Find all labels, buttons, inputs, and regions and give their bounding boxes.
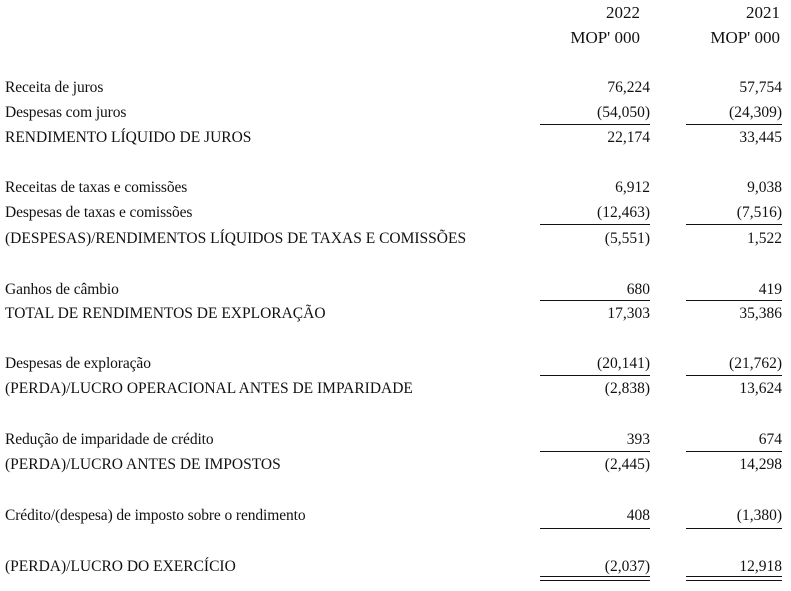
value-2022: (2,037) [604, 558, 650, 575]
subtotal-rule [686, 300, 782, 301]
row-label: (DESPESAS)/RENDIMENTOS LÍQUIDOS DE TAXAS E COMISSÕES [5, 230, 467, 247]
value-2021: (24,309) [729, 104, 782, 121]
subtotal-rule [686, 124, 782, 125]
total-double-rule [686, 576, 782, 581]
statement-row [0, 454, 791, 476]
unit-2022-header: MOP' 000 [570, 28, 640, 47]
value-2022: 393 [626, 431, 650, 448]
subtotal-rule [686, 451, 782, 452]
value-2022: (54,050) [597, 104, 650, 121]
unit-2021-header: MOP' 000 [710, 28, 780, 47]
statement-row [0, 429, 791, 451]
row-label: Ganhos de câmbio [5, 281, 119, 298]
value-2021: 35,386 [739, 305, 782, 322]
statement-row [0, 127, 791, 149]
value-2022: 76,224 [607, 79, 650, 96]
row-label: RENDIMENTO LÍQUIDO DE JUROS [5, 129, 252, 146]
statement-row [0, 303, 791, 325]
value-2021: 33,445 [739, 129, 782, 146]
value-2021: 9,038 [747, 179, 782, 196]
statement-row [0, 77, 791, 99]
row-label: (PERDA)/LUCRO OPERACIONAL ANTES DE IMPARIDADE [5, 380, 413, 397]
value-2022: (12,463) [597, 204, 650, 221]
value-2021: (7,516) [736, 204, 782, 221]
row-label: Crédito/(despesa) de imposto sobre o rendimento [5, 507, 306, 524]
value-2021: (1,380) [736, 507, 782, 524]
row-label: Despesas com juros [5, 104, 127, 121]
value-2022: (20,141) [597, 355, 650, 372]
value-2021: 419 [758, 281, 782, 298]
value-2021: 14,298 [739, 456, 782, 473]
row-label: Despesas de exploração [5, 355, 151, 372]
row-label: (PERDA)/LUCRO ANTES DE IMPOSTOS [5, 456, 281, 473]
statement-row [0, 378, 791, 400]
year-2021-header: 2021 [746, 3, 780, 22]
value-2022: 408 [626, 507, 650, 524]
row-label: Receitas de taxas e comissões [5, 179, 188, 196]
value-2022: 17,303 [607, 305, 650, 322]
value-2021: 674 [758, 431, 782, 448]
statement-row [0, 102, 791, 124]
subtotal-rule [540, 300, 650, 301]
subtotal-rule [686, 375, 782, 376]
statement-row [0, 505, 791, 527]
total-double-rule [540, 576, 650, 581]
value-2022: 6,912 [615, 179, 650, 196]
statement-row [0, 279, 791, 301]
value-2021: 13,624 [739, 380, 782, 397]
statement-row [0, 556, 791, 578]
subtotal-rule [540, 224, 650, 225]
value-2021: 57,754 [739, 79, 782, 96]
value-2022: (2,838) [604, 380, 650, 397]
value-2022: 22,174 [607, 129, 650, 146]
statement-row [0, 228, 791, 250]
value-2022: 680 [626, 281, 650, 298]
subtotal-rule [540, 124, 650, 125]
row-label: TOTAL DE RENDIMENTOS DE EXPLORAÇÃO [5, 305, 326, 322]
value-2021: 1,522 [747, 230, 782, 247]
value-2022: (5,551) [604, 230, 650, 247]
year-2022-header: 2022 [606, 3, 640, 22]
statement-row [0, 177, 791, 199]
row-label: Redução de imparidade de crédito [5, 431, 214, 448]
row-label: Receita de juros [5, 79, 104, 96]
subtotal-rule [540, 375, 650, 376]
subtotal-rule [540, 451, 650, 452]
row-label: (PERDA)/LUCRO DO EXERCÍCIO [5, 558, 236, 575]
value-2022: (2,445) [604, 456, 650, 473]
row-label: Despesas de taxas e comissões [5, 204, 193, 221]
subtotal-rule [686, 528, 782, 529]
subtotal-rule [686, 224, 782, 225]
value-2021: (21,762) [729, 355, 782, 372]
value-2021: 12,918 [739, 558, 782, 575]
subtotal-rule [540, 528, 650, 529]
statement-row [0, 202, 791, 224]
statement-row [0, 353, 791, 375]
